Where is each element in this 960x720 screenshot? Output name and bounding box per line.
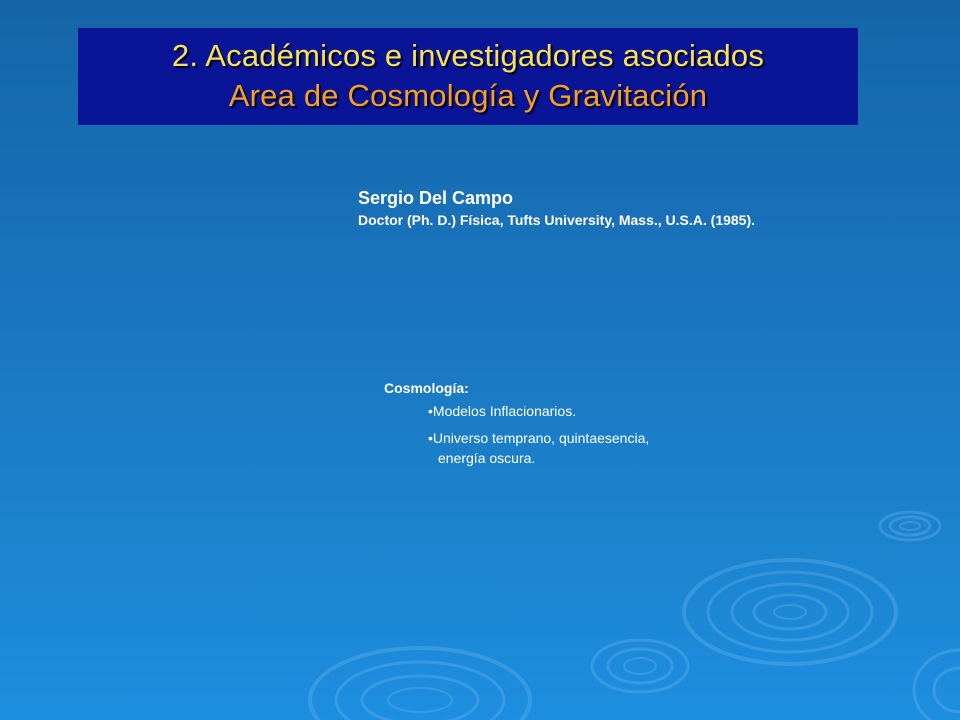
research-heading: Cosmología: — [384, 380, 469, 396]
list-item-text: Modelos Inflacionarios. — [432, 403, 577, 419]
list-item-text-continued: energía oscura. — [438, 450, 536, 466]
bullet-icon: • — [428, 403, 433, 419]
person-block — [358, 186, 755, 230]
bullet-icon: • — [428, 430, 433, 446]
title-banner — [78, 28, 858, 125]
list-item — [428, 401, 649, 421]
list-item-text: Universo temprano, quintaesencia, — [432, 430, 650, 446]
research-block — [384, 378, 649, 475]
slide-subtitle: Area de Cosmología y Gravitación — [228, 78, 708, 113]
slide-title: 2. Académicos e investigadores asociados — [171, 38, 765, 73]
person-degree: Doctor (Ph. D.) Física, Tufts University, Mass., U.S.A. (1985). — [358, 212, 756, 228]
research-list — [428, 401, 649, 468]
person-name: Sergio Del Campo — [358, 188, 514, 208]
list-item — [428, 428, 649, 468]
